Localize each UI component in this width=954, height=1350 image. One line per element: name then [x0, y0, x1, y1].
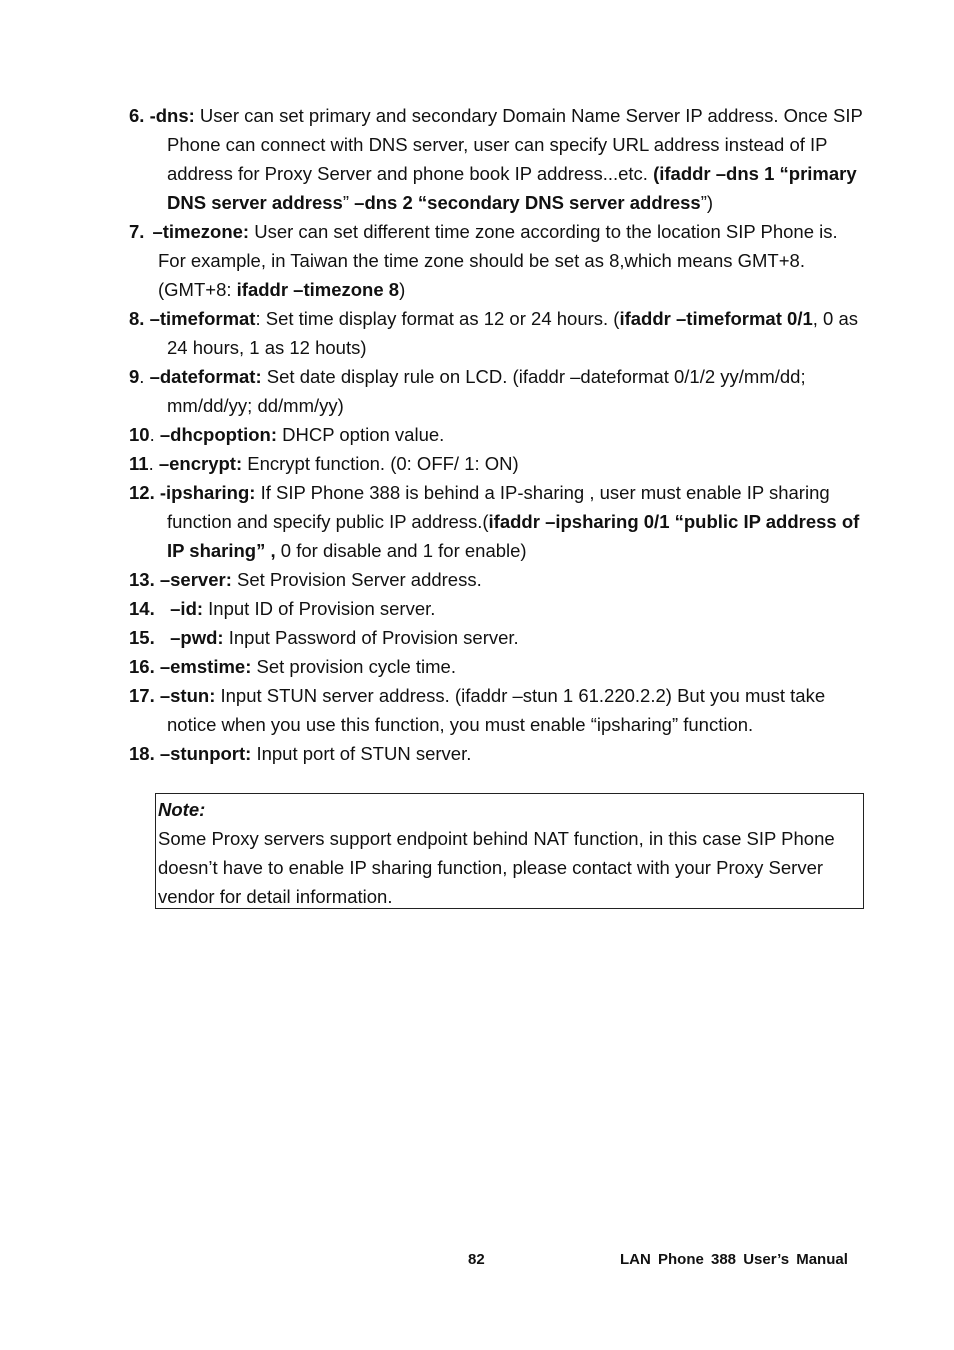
list-item-segment: –timeformat — [144, 308, 256, 329]
list-item-segment: –timezone: — [152, 221, 250, 242]
list-item-number: 9 — [129, 366, 140, 387]
list-item-text — [129, 656, 456, 677]
list-item — [129, 304, 869, 362]
list-item-segment: : Set time display format as 12 or 24 hours. ( — [255, 308, 620, 329]
list-item-segment: Set provision cycle time. — [251, 656, 456, 677]
list-item-segment: –id: — [154, 598, 204, 619]
list-item-segment: Encrypt function. (0: OFF/ 1: ON) — [242, 453, 519, 474]
list-item-segment: –dateformat: — [149, 366, 262, 387]
list-item-segment: . — [139, 366, 150, 387]
list-item-number: 16. — [129, 656, 155, 677]
list-item-number: 15. — [129, 627, 155, 648]
list-item-segment: ” — [342, 192, 355, 213]
list-item-segment: –dns 2 “secondary DNS server address — [354, 192, 701, 213]
list-item-segment: Set date display rule on LCD. (ifaddr –dateformat 0/1/2 yy/mm/dd; mm/dd/yy; dd/mm/yy) — [167, 366, 811, 416]
list-item-segment: ”) — [700, 192, 714, 213]
list-item-segment: User can set different time zone according to the location SIP Phone is. For example, in Taiwan the time zone should be set as 8,which means GMT+8. (GMT+8: — [158, 221, 843, 300]
list-item-segment: Input port of STUN server. — [251, 743, 472, 764]
list-item-text — [129, 627, 519, 648]
manual-title: LAN Phone 388 User’s Manual — [620, 1251, 848, 1268]
list-item — [129, 420, 869, 449]
list-item-text — [129, 685, 831, 735]
list-item-segment: Input Password of Provision server. — [223, 627, 519, 648]
list-item-segment: Set Provision Server address. — [231, 569, 482, 590]
list-item — [129, 565, 869, 594]
list-item-segment: –server: — [154, 569, 232, 590]
list-item-text — [129, 743, 472, 764]
list-item-number: 14. — [129, 598, 155, 619]
list-item-segment: User can set primary and secondary Domain Name Server IP address. Once SIP Phone can connect with DNS server, user can specify URL address instead of IP address for Proxy Server and phone book IP address...etc. — [167, 105, 868, 184]
note-title: Note: — [158, 799, 206, 820]
list-item-segment: –stun: — [154, 685, 216, 706]
list-item-segment: ifaddr –ipsharing 0/1 “public IP address of IP sharing” , — [167, 511, 865, 561]
list-item-text — [129, 366, 811, 416]
list-item — [129, 681, 869, 739]
list-item-text — [129, 221, 843, 300]
list-item-segment: ifaddr –timezone 8 — [236, 279, 400, 300]
list-item-segment: –encrypt: — [158, 453, 243, 474]
list-item-text — [129, 105, 868, 213]
note-box — [155, 793, 864, 909]
list-item-number: 7. — [129, 221, 145, 242]
list-item-segment: -ipsharing: — [154, 482, 256, 503]
list-item — [129, 623, 869, 652]
list-item-segment: . — [148, 453, 159, 474]
list-item-segment: If SIP Phone 388 is behind a IP-sharing , user must enable IP sharing function and specify public IP address.( — [167, 482, 835, 532]
list-item-number: 17. — [129, 685, 155, 706]
list-item-segment: –emstime: — [154, 656, 252, 677]
list-item-number: 11 — [129, 453, 149, 474]
page-number: 82 — [468, 1251, 485, 1268]
list-item-number: 12. — [129, 482, 155, 503]
list-item-segment: –dhcpoption: — [159, 424, 278, 445]
list-item-number: 8. — [129, 308, 145, 329]
list-item-number: 18. — [129, 743, 155, 764]
instruction-list — [129, 101, 869, 768]
list-item-number: 13. — [129, 569, 155, 590]
list-item-text — [129, 308, 864, 358]
list-item-segment: Input ID of Provision server. — [203, 598, 436, 619]
list-item-segment: –pwd: — [154, 627, 224, 648]
list-item — [129, 449, 869, 478]
list-item — [129, 739, 869, 768]
list-item-segment: DHCP option value. — [277, 424, 445, 445]
list-item — [129, 652, 869, 681]
list-item-text — [129, 598, 436, 619]
list-item-text — [129, 453, 519, 474]
list-item-segment: (ifaddr –dns 1 “primary DNS server address — [167, 163, 862, 213]
list-item — [129, 217, 869, 304]
list-item — [129, 478, 869, 565]
note-body: Some Proxy servers support endpoint behind NAT function, in this case SIP Phone doesn’t have to enable IP sharing function, please contact with your Proxy Server vendor for detail information. — [158, 828, 835, 907]
list-item-number: 6. — [129, 105, 145, 126]
list-item-segment: , 0 as 24 hours, 1 as 12 houts) — [167, 308, 864, 358]
list-item — [129, 101, 869, 217]
list-item-segment: 0 for disable and 1 for enable) — [275, 540, 527, 561]
list-item — [129, 362, 869, 420]
list-item — [129, 594, 869, 623]
list-item-segment: -dns: — [144, 105, 195, 126]
list-item-segment: . — [149, 424, 160, 445]
list-item-segment: Input STUN server address. (ifaddr –stun 1 61.220.2.2) But you must take notice when you use this function, you must enable “ipsharing” function. — [167, 685, 831, 735]
list-item-segment: ) — [399, 279, 406, 300]
list-item-segment: –stunport: — [154, 743, 252, 764]
list-item-text — [129, 569, 482, 590]
list-item-number: 10 — [129, 424, 150, 445]
list-item-text — [129, 482, 865, 561]
list-item-segment: ifaddr –timeformat 0/1 — [619, 308, 813, 329]
list-item-text — [129, 424, 445, 445]
